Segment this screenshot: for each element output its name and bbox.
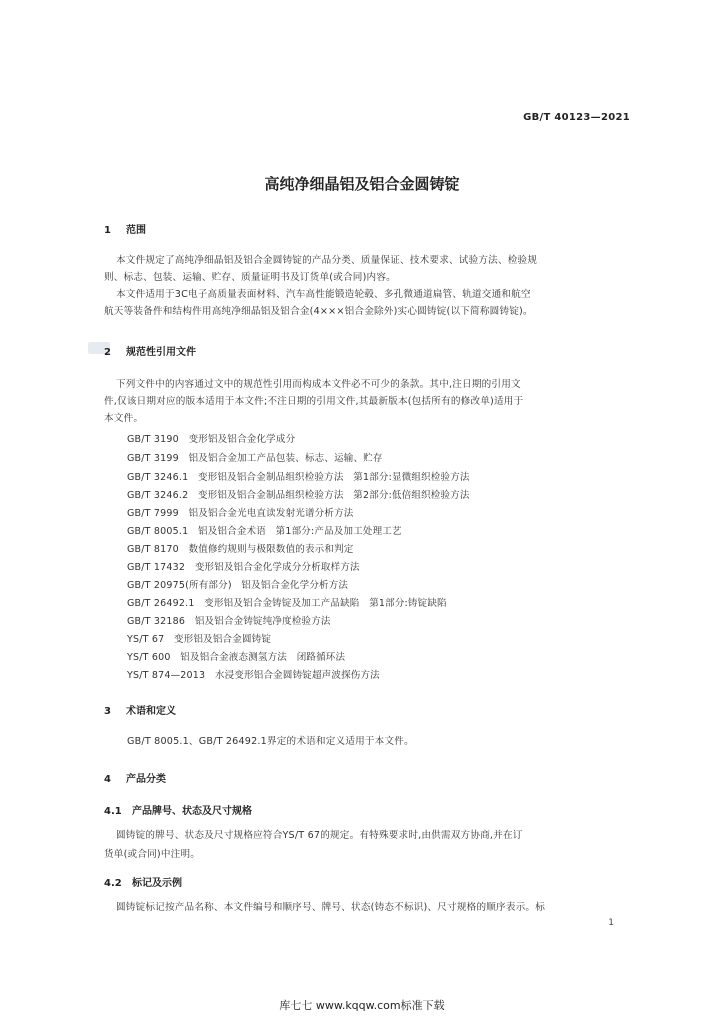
section-1-heading (104, 221, 146, 236)
section-number: 2 (104, 347, 111, 358)
section-number: 4 (104, 774, 111, 785)
section-number: 3 (104, 706, 111, 717)
reference-item: GB/T 26492.1 变形铝及铝合金铸锭及加工产品缺陷 第1部分:铸锭缺陷 (127, 598, 447, 609)
subsection-title: 产品牌号、状态及尺寸规格 (132, 806, 252, 817)
paragraph-line: 本文件适用于3C电子高质量表面材料、汽车高性能锻造轮毂、多孔微通道扁管、轨道交通和航空 (116, 289, 531, 300)
reference-item: GB/T 8170 数值修约规则与极限数值的表示和判定 (127, 544, 354, 555)
paragraph-line: 下列文件中的内容通过文中的规范性引用而构成本文件必不可少的条款。其中,注日期的引用文 (116, 379, 521, 390)
reference-item: YS/T 67 变形铝及铝合金圆铸锭 (127, 634, 272, 645)
paragraph-line: 圆铸锭的牌号、状态及尺寸规格应符合YS/T 67的规定。有特殊要求时,由供需双方协商,并在订 (116, 830, 523, 841)
paragraph-line: 则、标志、包装、运输、贮存、质量证明书及订货单(或合同)内容。 (104, 272, 396, 283)
section-2-heading (104, 343, 196, 358)
paragraph-line: 圆铸锭标记按产品名称、本文件编号和顺序号、牌号、状态(铸态不标识)、尺寸规格的顺序表示。标 (116, 902, 546, 913)
reference-item: GB/T 7999 铝及铝合金光电直读发射光谱分析方法 (127, 508, 354, 519)
section-number: 1 (104, 225, 111, 236)
page-number: 1 (608, 918, 614, 928)
paragraph-line: 本文件规定了高纯净细晶铝及铝合金圆铸锭的产品分类、质量保证、技术要求、试验方法、检验规 (116, 255, 538, 266)
section-title: 规范性引用文件 (126, 347, 196, 358)
document-title: 高纯净细晶铝及铝合金圆铸锭 (264, 175, 460, 193)
reference-item: GB/T 32186 铝及铝合金铸锭纯净度检验方法 (127, 616, 331, 627)
section-title: 范围 (126, 225, 146, 236)
reference-item: GB/T 3246.2 变形铝及铝合金制品组织检验方法 第2部分:低倍组织检验方法 (127, 490, 470, 501)
subsection-title: 标记及示例 (132, 878, 182, 889)
reference-item: YS/T 600 铝及铝合金液态测氢方法 闭路循环法 (127, 652, 346, 663)
section-4-heading (104, 770, 166, 785)
paragraph-line: 本文件。 (104, 413, 144, 424)
subsection-number: 4.2 (104, 878, 122, 889)
paragraph-line: 货单(或合同)中注明。 (104, 849, 201, 860)
section-3-heading (104, 702, 176, 717)
reference-item: GB/T 17432 变形铝及铝合金化学成分分析取样方法 (127, 562, 360, 573)
reference-item: GB/T 8005.1 铝及铝合金术语 第1部分:产品及加工处理工艺 (127, 526, 402, 537)
subsection-4-1-heading (104, 802, 252, 817)
reference-item: GB/T 20975(所有部分) 铝及铝合金化学分析方法 (127, 580, 349, 591)
subsection-number: 4.1 (104, 806, 122, 817)
section-title: 术语和定义 (126, 706, 176, 717)
paragraph-line: GB/T 8005.1、GB/T 26492.1界定的术语和定义适用于本文件。 (127, 736, 414, 747)
section-title: 产品分类 (126, 774, 166, 785)
reference-item: YS/T 874—2013 水浸变形铝合金圆铸锭超声波探伤方法 (127, 670, 380, 681)
reference-item: GB/T 3246.1 变形铝及铝合金制品组织检验方法 第1部分:显微组织检验方法 (127, 472, 470, 483)
download-footer: 库七七 www.kqqw.com标准下载 (279, 999, 445, 1012)
subsection-4-2-heading (104, 874, 182, 889)
standard-code: GB/T 40123—2021 (523, 112, 630, 123)
paragraph-line: 件,仅该日期对应的版本适用于本文件;不注日期的引用文件,其最新版本(包括所有的修改单)适用于 (104, 396, 524, 407)
reference-item: GB/T 3190 变形铝及铝合金化学成分 (127, 434, 296, 445)
paragraph-line: 航天等装备件和结构件用高纯净细晶铝及铝合金(4×××铝合金除外)实心圆铸锭(以下简称圆铸锭)。 (104, 306, 533, 317)
reference-item: GB/T 3199 铝及铝合金加工产品包装、标志、运输、贮存 (127, 453, 383, 464)
